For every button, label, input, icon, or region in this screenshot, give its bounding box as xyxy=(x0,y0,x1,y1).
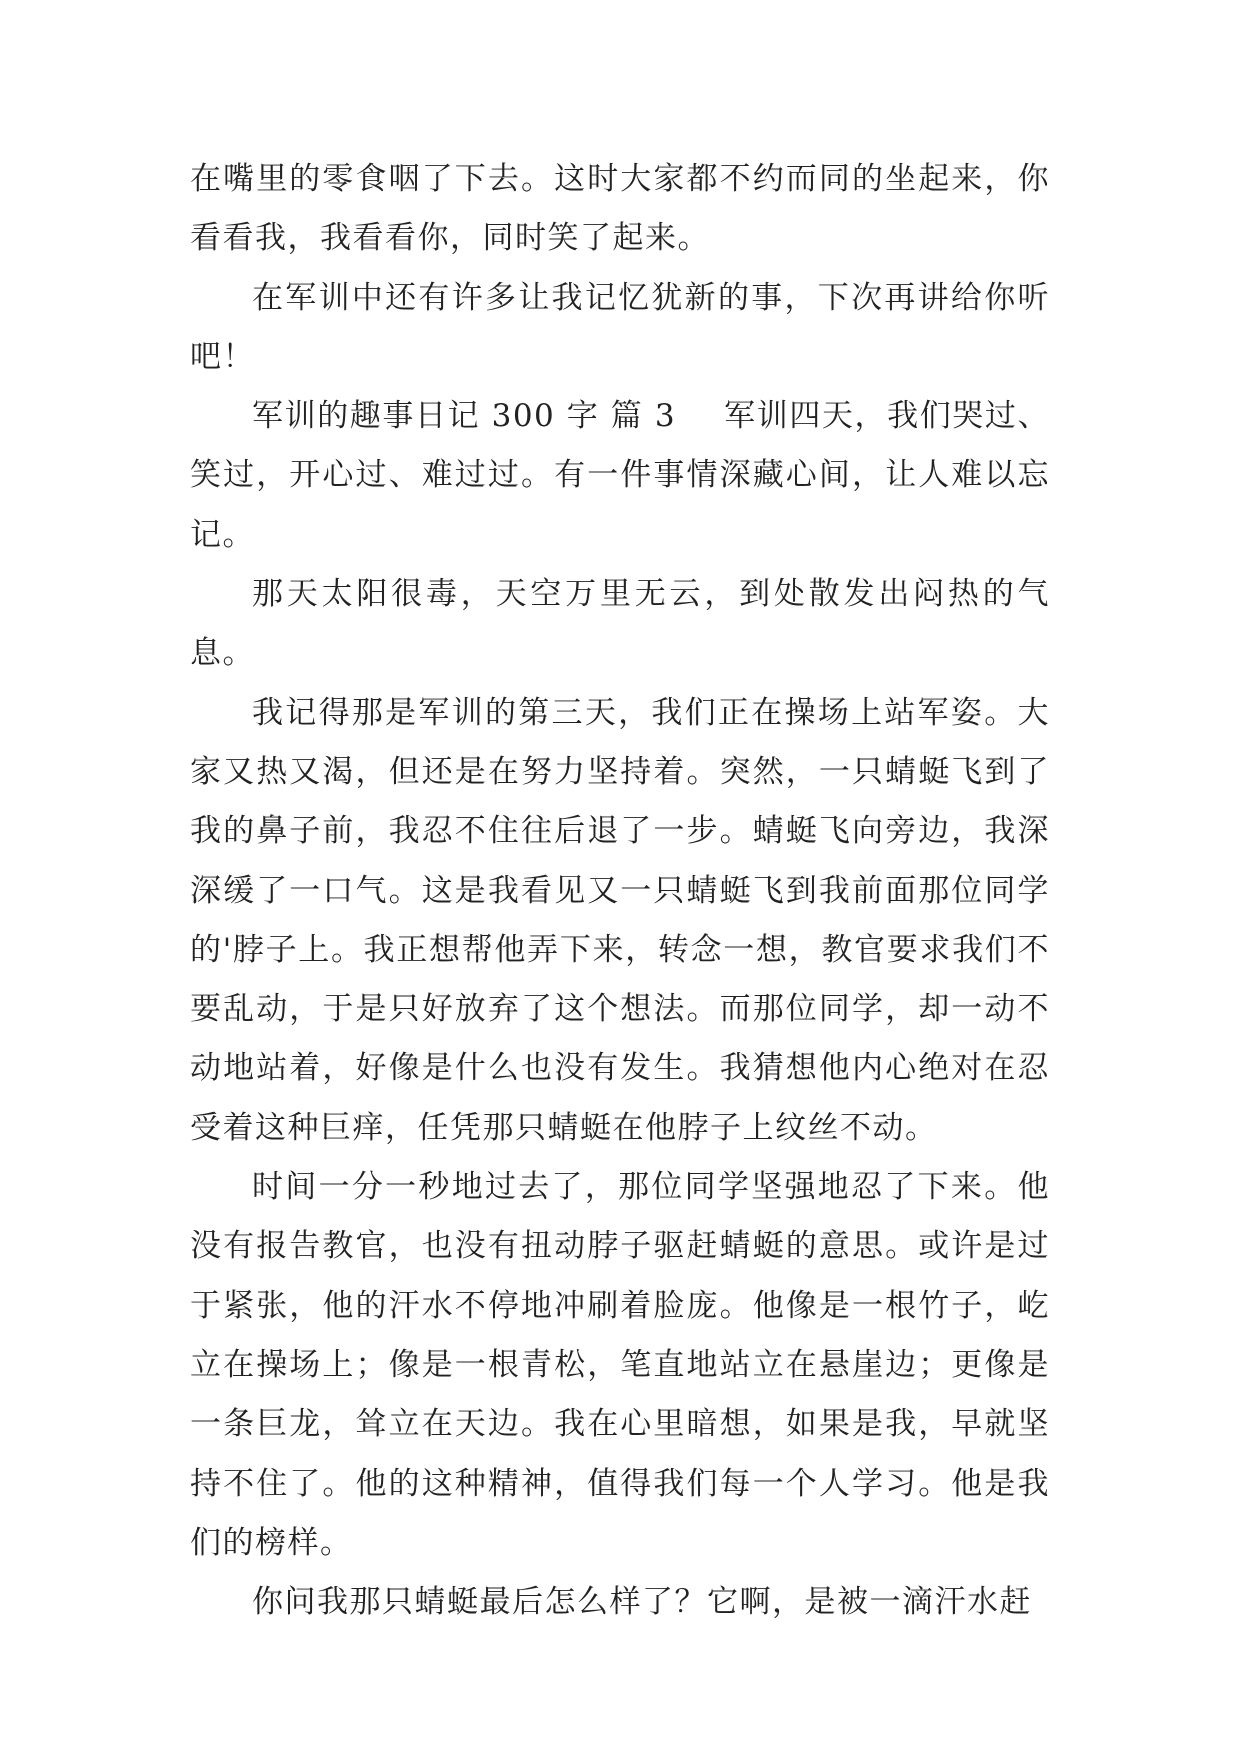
body-text xyxy=(190,150,1050,1632)
paragraph: 你问我那只蜻蜓最后怎么样了？它啊，是被一滴汗水赶 xyxy=(252,1584,1032,1621)
paragraph: 时间一分一秒地过去了，那位同学坚强地忍了下来。他没有报告教官，也没有扭动脖子驱赶蜻蜓的意思。或许是过于紧张，他的汗水不停地冲刷着脸庞。他像是一根竹子，屹立在操场上；像是一根青松，笔直地站立在悬崖边；更像是一条巨龙，耸立在天边。我在心里暗想，如果是我，早就坚持不住了。他的这种精神，值得我们每一个人学习。他是我们的榜样。 xyxy=(190,1169,1050,1561)
section-text: 军训四天，我们哭过、笑过，开心过、难过过。有一件事情深藏心间，让人难以忘记。 xyxy=(190,398,1050,553)
paragraph: 在嘴里的零食咽了下去。这时大家都不约而同的坐起来，你看看我，我看看你，同时笑了起来。 xyxy=(190,161,1050,257)
paragraph: 我记得那是军训的第三天，我们正在操场上站军姿。大家又热又渴，但还是在努力坚持着。突然，一只蜻蜓飞到了我的鼻子前，我忍不住往后退了一步。蜻蜓飞向旁边，我深深缓了一口气。这是我看见又一只蜻蜓飞到我前面那位同学的'脖子上。我正想帮他弄下来，转念一想，教官要求我们不要乱动，于是只好放弃了这个想法。而那位同学，却一动不动地站着，好像是什么也没有发生。我猜想他内心绝对在忍受着这种巨痒，任凭那只蜻蜓在他脖子上纹丝不动。 xyxy=(190,694,1050,1146)
paragraph: 那天太阳很毒，天空万里无云，到处散发出闷热的气息。 xyxy=(190,576,1050,672)
section-paragraph xyxy=(190,387,1050,565)
paragraph: 在军训中还有许多让我记忆犹新的事，下次再讲给你听吧！ xyxy=(190,279,1050,375)
section-heading: 军训的趣事日记 300 字 篇 3 xyxy=(252,398,677,435)
